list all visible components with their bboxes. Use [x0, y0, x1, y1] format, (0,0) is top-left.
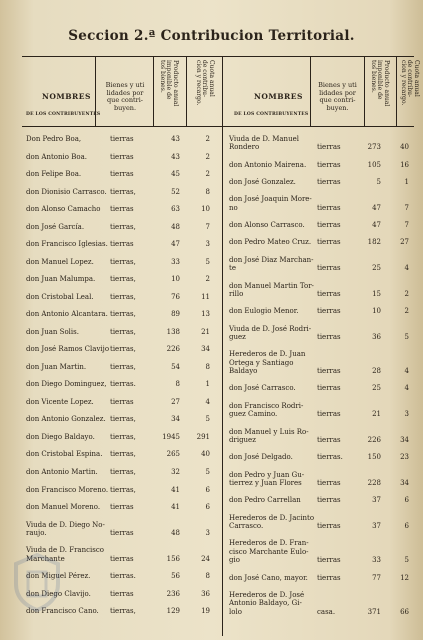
contribution-quota-value: 3	[205, 528, 210, 537]
contribution-quota-value: 4	[404, 384, 409, 393]
name-line: don Juan Malumpa.	[26, 275, 96, 284]
contributor-name	[26, 153, 87, 161]
contribution-quota-value: 1	[404, 178, 409, 187]
name-line: Viuda de D. Manuel	[229, 135, 299, 143]
name-line: don Francisco Moreno.	[26, 485, 109, 494]
contributor-name	[26, 433, 95, 441]
name-line: Baldayo	[229, 367, 258, 376]
name-line: don Francisco Iglesias.	[26, 240, 108, 249]
property-type: tierras	[317, 332, 341, 341]
contributor-name	[229, 256, 314, 273]
name-line: don Pedro Mateo Cruz.	[229, 238, 312, 247]
property-type: tierras	[317, 496, 341, 505]
name-line: don José Carrasco.	[229, 384, 296, 393]
contribution-quota-value: 11	[201, 292, 210, 301]
name-line: don Francisco Cano.	[26, 607, 99, 616]
name-line: don Diego Clavijo.	[26, 589, 91, 598]
contributor-name	[229, 350, 305, 375]
contribution-quota-value: 7	[205, 222, 210, 231]
property-type: tierras,	[110, 467, 136, 476]
contribution-quota-value: 66	[400, 607, 409, 616]
contribution-quota-value: 40	[400, 143, 409, 152]
taxable-product-value: 265	[166, 450, 180, 459]
right-col-divider-2	[364, 56, 365, 126]
property-type: tierras	[317, 384, 341, 393]
taxable-product-value: 48	[171, 528, 180, 537]
property-type: tierras	[110, 240, 134, 249]
property-type: tierras	[110, 135, 134, 143]
contribution-quota-value: 34	[201, 345, 210, 354]
name-line: Herederos de D. Juan	[229, 350, 306, 359]
contribution-quota-value: 12	[400, 573, 409, 582]
contributor-name	[229, 325, 311, 342]
taxable-product-value: 25	[372, 264, 381, 273]
name-line: don Diego Dominguez,	[26, 380, 107, 389]
header-producto-right: Producto anual imponible de tos bienes.	[370, 60, 390, 107]
property-type: tierras	[110, 170, 134, 179]
contribution-quota-value: 1	[205, 380, 210, 389]
contributor-name	[26, 521, 105, 538]
property-type: tierras,	[110, 345, 136, 354]
contributor-name	[26, 486, 108, 494]
name-line: guez Camino.	[229, 410, 278, 419]
header-nombres-right: NOMBRES	[254, 92, 303, 101]
contributor-name	[229, 453, 293, 461]
contribution-quota-value: 5	[404, 556, 409, 565]
contribution-quota-value: 3	[205, 240, 210, 249]
property-type: tierras,	[110, 362, 136, 371]
taxable-product-value: 77	[372, 573, 381, 582]
header-bienes-right: Bienes y uti lidades por que contri- buyen.	[318, 81, 357, 112]
contribution-quota-value: 21	[201, 327, 210, 336]
taxable-product-value: 37	[372, 522, 381, 531]
name-line: don José Joaquin More-	[229, 195, 312, 204]
contribution-quota-value: 6	[404, 496, 409, 505]
taxable-product-value: 27	[171, 397, 180, 406]
property-type: tierras	[317, 522, 341, 531]
name-line: Antonio Baldayo, Gi-	[229, 599, 302, 608]
taxable-product-value: 45	[171, 170, 180, 179]
contributor-name	[229, 402, 303, 419]
property-type: tierras	[317, 289, 341, 298]
contributor-name	[26, 188, 107, 196]
taxable-product-value: 156	[166, 554, 180, 563]
contributor-name	[229, 428, 309, 445]
property-type: tierras,	[110, 187, 136, 196]
name-line: guez	[229, 333, 246, 341]
contribution-quota-value: 16	[400, 160, 409, 169]
contributor-name	[229, 307, 299, 315]
header-nombres-left: NOMBRES	[42, 92, 91, 101]
contribution-quota-value: 4	[404, 264, 409, 273]
property-type: tierras	[110, 554, 134, 563]
contributor-name	[26, 345, 109, 353]
taxable-product-value: 8	[175, 380, 180, 389]
contribution-quota-value: 2	[205, 170, 210, 179]
contribution-quota-value: 19	[201, 607, 210, 616]
contributor-name	[26, 503, 100, 511]
contribution-quota-value: 5	[205, 467, 210, 476]
left-col-divider-2	[153, 56, 154, 126]
name-line: Ortega y Santiago	[229, 358, 294, 367]
name-line: no	[229, 203, 238, 212]
property-type: tierras	[317, 573, 341, 582]
name-line: don Eulogio Menor.	[229, 307, 299, 316]
name-line: lolo	[229, 607, 242, 616]
name-line: don Francisco Rodri-	[229, 401, 304, 410]
property-type: tierras	[110, 397, 134, 406]
name-line: don Cristobal Espina.	[26, 450, 103, 459]
taxable-product-value: 129	[166, 607, 180, 616]
taxable-product-value: 105	[367, 160, 381, 169]
name-line: gio	[229, 556, 240, 565]
name-line: don José Diaz Marchan-	[229, 255, 314, 264]
name-line: don Pedro y Juan Gu-	[229, 470, 305, 479]
name-line: don Juan Solis.	[26, 327, 79, 336]
contributor-name	[26, 328, 79, 336]
property-type: tierras,	[110, 310, 136, 319]
header-cuota-left: Cuota anual de contribu- cion y recargo.	[195, 60, 215, 106]
taxable-product-value: 226	[367, 435, 381, 444]
taxable-product-value: 5	[376, 178, 381, 187]
name-line: don José García.	[26, 222, 85, 231]
property-type: tierras,	[110, 257, 136, 266]
taxable-product-value: 32	[171, 467, 180, 476]
name-line: rillo	[229, 289, 244, 298]
property-type: tierras	[110, 503, 134, 512]
contribution-quota-value: 8	[205, 572, 210, 581]
property-type: tierras	[110, 205, 134, 214]
contributor-name	[26, 223, 84, 231]
taxable-product-value: 226	[166, 345, 180, 354]
property-type: tierras,	[110, 275, 136, 284]
name-line: tierrez y Juan Flores	[229, 479, 302, 487]
taxable-product-value: 41	[171, 503, 180, 512]
taxable-product-value: 36	[372, 332, 381, 341]
property-type: tierras	[317, 178, 341, 187]
contribution-quota-value: 7	[404, 203, 409, 212]
taxable-product-value: 63	[171, 205, 180, 214]
name-line: Viuda de D. Diego No-	[26, 520, 105, 529]
property-type: tierras	[317, 203, 341, 212]
taxable-product-value: 34	[171, 415, 180, 424]
taxable-product-value: 89	[171, 310, 180, 319]
name-line: don Antonio Gonzalez.	[26, 415, 106, 424]
property-type: tierras	[317, 143, 341, 152]
header-cuota-right: Cuota anual de contribu- cion y recargo.	[400, 60, 420, 106]
contributor-name	[26, 468, 98, 476]
taxable-product-value: 47	[372, 221, 381, 230]
name-line: Viuda de D. Francisco	[26, 546, 104, 555]
name-line: don Dionisio Carrasco.	[26, 187, 107, 196]
contribution-quota-value: 7	[404, 221, 409, 230]
property-type: tierras,	[110, 415, 136, 424]
contributor-name	[229, 471, 304, 488]
contributor-name	[26, 205, 100, 213]
property-type: tierras.	[317, 453, 343, 462]
name-line: don Pedro Carrellan	[229, 496, 301, 505]
contributor-name	[26, 380, 107, 388]
contributor-name	[26, 310, 108, 318]
property-type: tierras	[317, 556, 341, 565]
taxable-product-value: 41	[171, 485, 180, 494]
contributor-name	[229, 238, 311, 246]
property-type: tierras	[110, 152, 134, 161]
contributor-name	[26, 135, 81, 143]
contributor-name	[26, 415, 106, 423]
property-type: tierras	[317, 307, 341, 316]
contributor-name	[229, 496, 301, 504]
name-line: raujo.	[26, 528, 47, 537]
name-line: Don Pedro Boa,	[26, 135, 82, 143]
contributor-name	[26, 293, 94, 301]
contribution-quota-value: 2	[205, 135, 210, 143]
contribution-quota-value: 40	[201, 450, 210, 459]
header-producto-left: Producto anual imponible de tos bienes.	[159, 60, 179, 107]
contributor-name	[229, 384, 296, 392]
name-line: te	[229, 264, 236, 273]
taxable-product-value: 236	[166, 589, 180, 598]
contribution-quota-value: 34	[400, 478, 409, 487]
property-type: tierras	[317, 367, 341, 376]
name-line: driguez	[229, 435, 256, 444]
contributor-name	[229, 135, 299, 152]
taxable-product-value: 1945	[162, 432, 180, 441]
property-type: tierras	[317, 238, 341, 247]
name-line: don Juan Martin.	[26, 362, 87, 371]
contributor-name	[26, 258, 94, 266]
taxable-product-value: 43	[171, 152, 180, 161]
header-contrib-left: DE LOS CONTRIBUYENTES	[26, 112, 101, 117]
property-type: casa.	[317, 607, 336, 616]
property-type: tierras,	[110, 292, 136, 301]
name-line: don José Ramos Clavijo	[26, 345, 110, 354]
name-line: don Antonio Alcantara.	[26, 310, 108, 319]
contribution-quota-value: 13	[201, 310, 210, 319]
contribution-quota-value: 5	[205, 415, 210, 424]
contribution-quota-value: 10	[201, 205, 210, 214]
center-divider	[222, 56, 223, 636]
taxable-product-value: 28	[372, 367, 381, 376]
left-col-divider-3	[186, 56, 187, 126]
name-line: Herederos de D. Fran-	[229, 539, 309, 548]
contribution-quota-value: 2	[404, 289, 409, 298]
name-line: Carrasco.	[229, 522, 264, 531]
contribution-quota-value: 5	[404, 332, 409, 341]
name-line: don Manuel y Luis Ro-	[229, 427, 309, 436]
contribution-quota-value: 2	[205, 275, 210, 284]
taxable-product-value: 228	[367, 478, 381, 487]
contributor-name	[26, 275, 95, 283]
property-type: tierras	[110, 589, 134, 598]
contributor-name	[26, 170, 81, 178]
property-type: tierras	[317, 478, 341, 487]
property-type: tierras,	[110, 607, 136, 616]
taxable-product-value: 10	[171, 275, 180, 284]
taxable-product-value: 76	[171, 292, 180, 301]
name-line: don Diego Baldayo.	[26, 432, 95, 441]
name-line: don José Cano, mayor.	[229, 573, 308, 582]
contribution-quota-value: 34	[400, 435, 409, 444]
taxable-product-value: 10	[372, 307, 381, 316]
taxable-product-value: 43	[171, 135, 180, 143]
contribution-quota-value: 36	[201, 589, 210, 598]
contribution-quota-value: 5	[205, 257, 210, 266]
taxable-product-value: 138	[166, 327, 180, 336]
name-line: don Antonio Mairena.	[229, 160, 307, 169]
taxable-product-value: 47	[171, 240, 180, 249]
property-type: tierras,	[110, 485, 136, 494]
name-line: Herederos de D. José	[229, 590, 305, 599]
contribution-quota-value: 27	[400, 238, 409, 247]
property-type: tierras,	[110, 327, 136, 336]
contribution-quota-value: 6	[205, 503, 210, 512]
contribution-quota-value: 3	[404, 410, 409, 419]
property-type: tierras	[317, 435, 341, 444]
name-line: don Antonio Boa.	[26, 152, 87, 161]
taxable-product-value: 48	[171, 222, 180, 231]
contribution-quota-value: 6	[404, 522, 409, 531]
property-type: tierras.	[110, 572, 136, 581]
name-line: don Miguel Pérez.	[26, 572, 91, 581]
property-type: tierras,	[110, 450, 136, 459]
name-line: don Alonso Carrasco.	[229, 221, 305, 230]
contributor-name	[26, 450, 102, 458]
contributor-name	[26, 398, 94, 406]
contributor-name	[229, 574, 308, 582]
contributor-name	[229, 195, 312, 212]
contribution-quota-value: 2	[205, 152, 210, 161]
property-type: tierras	[317, 264, 341, 273]
header-bienes-left: Bienes y uti lidades por que contri- buyen.	[105, 81, 145, 112]
contribution-quota-value: 4	[205, 397, 210, 406]
contributor-name	[229, 514, 314, 531]
taxable-product-value: 25	[372, 384, 381, 393]
property-type: tierras	[317, 221, 341, 230]
taxable-product-value: 52	[171, 187, 180, 196]
name-line: don Felipe Boa.	[26, 170, 82, 179]
library-seal-icon	[12, 552, 62, 612]
contribution-quota-value: 8	[205, 362, 210, 371]
taxable-product-value: 33	[372, 556, 381, 565]
property-type: tierras	[317, 160, 341, 169]
property-type: tierras,	[110, 432, 136, 441]
contributor-name	[229, 178, 296, 186]
contribution-quota-value: 4	[404, 367, 409, 376]
contribution-quota-value: 291	[196, 432, 210, 441]
name-line: don Manuel Lopez.	[26, 257, 94, 266]
contributor-name	[229, 539, 309, 564]
right-col-divider-3	[396, 56, 397, 126]
taxable-product-value: 47	[372, 203, 381, 212]
name-line: don Vicente Lopez.	[26, 397, 94, 406]
contribution-quota-value: 23	[400, 453, 409, 462]
page-title: Seccion 2.ª Contribucion Territorial.	[68, 28, 355, 44]
taxable-product-value: 56	[171, 572, 180, 581]
header-bottom-rule	[22, 126, 414, 127]
taxable-product-value: 15	[372, 289, 381, 298]
name-line: Viuda de D. José Rodri-	[229, 324, 312, 333]
name-line: don Manuel Moreno.	[26, 503, 101, 512]
contribution-quota-value: 6	[205, 485, 210, 494]
taxable-product-value: 54	[171, 362, 180, 371]
contributor-name	[229, 221, 305, 229]
contributor-name	[229, 161, 306, 169]
taxable-product-value: 33	[171, 257, 180, 266]
name-line: don José Gonzalez.	[229, 178, 296, 187]
taxable-product-value: 150	[367, 453, 381, 462]
property-type: tierras	[110, 528, 134, 537]
property-type: tierras,	[110, 222, 136, 231]
name-line: don Antonio Martin.	[26, 467, 98, 476]
contribution-quota-value: 2	[404, 307, 409, 316]
taxable-product-value: 273	[367, 143, 381, 152]
contributor-name	[26, 240, 108, 248]
name-line: cisco Marchante Eulo-	[229, 547, 309, 556]
taxable-product-value: 37	[372, 496, 381, 505]
name-line: Rondero	[229, 143, 260, 152]
taxable-product-value: 371	[367, 607, 381, 616]
name-line: Marchante	[26, 554, 65, 563]
name-line: don José Delgado.	[229, 453, 293, 462]
property-type: tierras.	[110, 380, 136, 389]
contribution-quota-value: 8	[205, 187, 210, 196]
contributor-name	[26, 363, 86, 371]
taxable-product-value: 21	[372, 410, 381, 419]
header-top-rule	[22, 56, 414, 57]
property-type: tierras	[317, 410, 341, 419]
header-contrib-right: DE LOS CONTRIBUYENTES	[234, 112, 309, 117]
contribution-quota-value: 24	[201, 554, 210, 563]
name-line: don Cristobal Leal.	[26, 292, 94, 301]
taxable-product-value: 182	[367, 238, 381, 247]
name-line: don Alonso Camacho	[26, 205, 101, 214]
name-line: don Manuel Martin Tor-	[229, 281, 314, 290]
name-line: Herederos de D. Jacinto	[229, 513, 315, 522]
contributor-name	[229, 591, 304, 616]
contributor-name	[229, 282, 314, 299]
